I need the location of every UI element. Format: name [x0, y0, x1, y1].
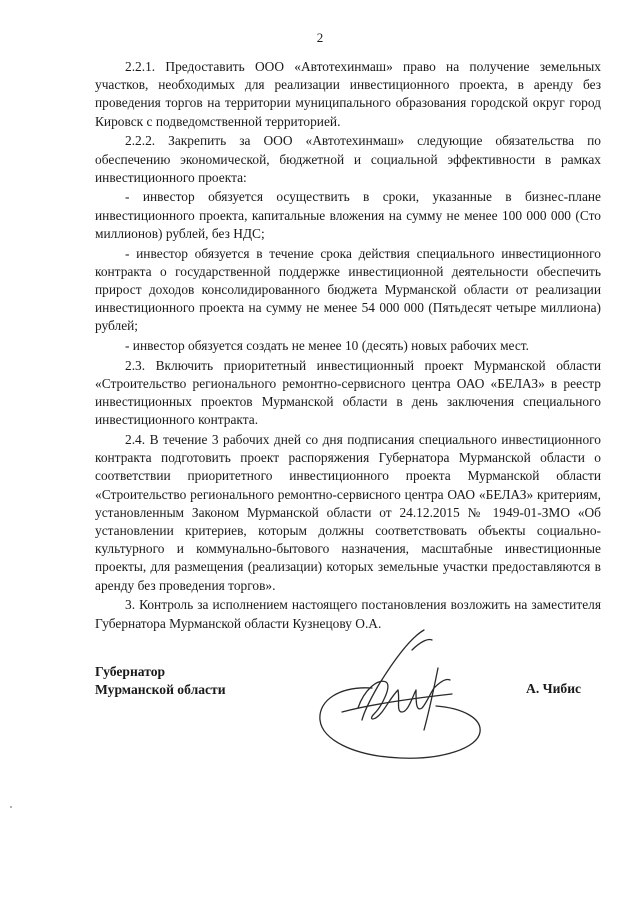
- paragraph-2-3: 2.3. Включить приоритетный инвестиционный проект Мурманской области «Строительство регионального ремонтно-сервисного центра ОАО «БЕЛАЗ» в реестр инвестиционных проектов Мурманской области в день заключения специального инвестиционного контракта.: [95, 357, 601, 428]
- document-body: [95, 58, 601, 634]
- scan-artifact: [10, 806, 12, 808]
- obligation-jobs: - инвестор обязуется создать не менее 10 (десять) новых рабочих мест.: [125, 338, 529, 354]
- page-number: 2: [316, 30, 324, 45]
- signer-position-line1: Губернатор: [95, 664, 166, 679]
- paragraph-3: 3. Контроль за исполнением настоящего постановления возложить на заместителя Губернатора Мурманской области Кузнецову О.А.: [95, 597, 601, 631]
- obligation-budget-income: - инвестор обязуется в течение срока действия специального инвестиционного контракта о государственной поддержке инвестиционной деятельности обеспечить прирост доходов консолидированного бюджета Мурманской области от реализации инвестиционного проекта на сумму не менее 54 000 000 (Пятьдесят четыре миллиона) рублей;: [95, 245, 601, 334]
- signer-position: [95, 663, 226, 699]
- obligation-investment: - инвестор обязуется осуществить в сроки, указанные в бизнес-плане инвестиционного проекта, капитальные вложения на сумму не менее 100 000 000 (Сто миллионов) рублей, без НДС;: [95, 189, 601, 241]
- signer-name: А. Чибис: [526, 681, 582, 696]
- paragraph-2-2-2: 2.2.2. Закрепить за ООО «Автотехинмаш» следующие обязательства по обеспечению экономической, бюджетной и социальной эффективности в рамках инвестиционного проекта:: [95, 133, 601, 185]
- paragraph-2-2-1: 2.2.1. Предоставить ООО «Автотехинмаш» право на получение земельных участков, необходимых для реализации инвестиционного проекта, в аренду без проведения торгов на территории муниципального образования городской округ город Кировск с подведомственной территорией.: [95, 59, 601, 129]
- paragraph-2-4: 2.4. В течение 3 рабочих дней со дня подписания специального инвестиционного контракта подготовить проект распоряжения Губернатора Мурманской области о соответствии приоритетного инвестиционного проекта Мурманской области «Строительство регионального ремонтно-сервисного центра ОАО «БЕЛАЗ» критериям, установленным Законом Мурманской области от 24.12.2015 № 1949-01-ЗМО «Об установлении критериев, которым должны соответствовать объекты социально-культурного и коммунально-бытового назначения, масштабные инвестиционные проекты, для размещения (реализации) которых земельные участки предоставляются в аренду без проведения торгов».: [95, 432, 601, 593]
- signer-position-line2: Мурманской области: [95, 682, 226, 697]
